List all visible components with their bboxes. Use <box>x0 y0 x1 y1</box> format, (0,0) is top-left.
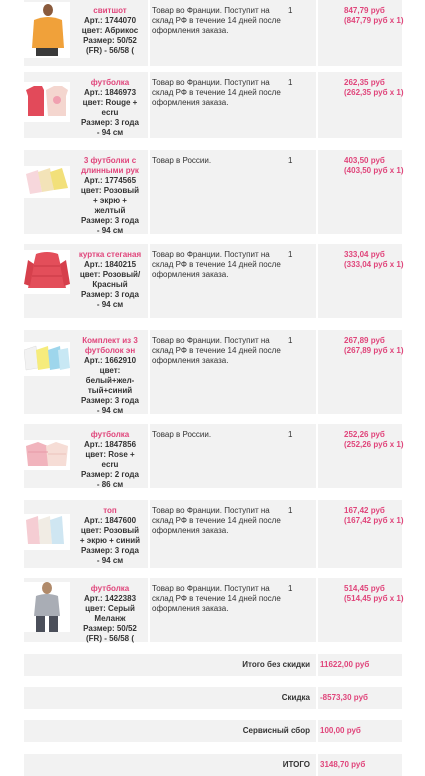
product-name-cell <box>72 156 148 236</box>
column-divider <box>316 500 318 568</box>
product-title-link[interactable]: топ <box>103 506 117 515</box>
product-title-link[interactable]: куртка стеганая <box>78 250 142 259</box>
summary-value: 11622,00 руб <box>320 660 370 669</box>
product-info-line: Размер: 3 года <box>81 118 139 127</box>
item-price <box>344 506 424 526</box>
column-divider <box>316 330 318 414</box>
column-divider <box>148 578 150 642</box>
price-total: 514,45 руб <box>344 584 385 593</box>
price-breakdown: (262,35 руб x 1) <box>344 88 404 97</box>
price-total: 252,26 руб <box>344 430 385 439</box>
product-info-line: (FR) - 56/58 ( <box>85 634 134 643</box>
delivery-info: Товар в России. <box>152 430 212 439</box>
order-item-row <box>24 150 402 234</box>
column-divider <box>148 500 150 568</box>
product-info-line: цвет: Розовый/ <box>79 270 141 279</box>
product-info-line: Меланж <box>94 614 126 623</box>
product-info-line: - 86 см <box>96 480 124 489</box>
summary-value: 3148,70 руб <box>320 760 366 769</box>
price-total: 262,35 руб <box>344 78 385 87</box>
product-info-line: цвет: Розовый <box>80 526 140 535</box>
order-item-row <box>24 578 402 642</box>
column-divider <box>148 150 150 234</box>
column-divider <box>148 72 150 138</box>
product-title-link[interactable]: футболка <box>90 430 130 439</box>
product-info-line: Размер: 3 года <box>81 546 139 555</box>
product-name-cell <box>72 6 148 56</box>
column-divider <box>316 578 318 642</box>
product-info-line: цвет: Абрикос <box>81 26 139 35</box>
product-info-line: цвет: <box>99 366 121 375</box>
product-info-line: Размер: 3 года <box>81 290 139 299</box>
summary-row <box>24 720 402 742</box>
column-divider <box>316 150 318 234</box>
item-price <box>344 78 424 98</box>
column-divider <box>316 72 318 138</box>
column-divider <box>316 754 318 776</box>
product-image[interactable] <box>24 2 70 58</box>
price-breakdown: (333,04 руб x 1) <box>344 260 404 269</box>
quantity: 1 <box>288 6 293 15</box>
item-price <box>344 156 424 176</box>
product-info-line: Размер: 50/52 <box>83 36 137 45</box>
item-price <box>344 584 424 604</box>
product-title-link[interactable]: Комплект из 3 футболок эн <box>82 336 138 355</box>
product-info-line: Арт.: 1846973 <box>83 88 137 97</box>
quantity: 1 <box>288 336 293 345</box>
price-breakdown: (514,45 руб x 1) <box>344 594 404 603</box>
delivery-info: Товар во Франции. Поступит на склад РФ в течение 14 дней после оформления заказа. <box>152 584 281 613</box>
summary-row <box>24 687 402 709</box>
product-name-cell <box>72 78 148 138</box>
item-price <box>344 430 424 450</box>
delivery-info: Товар во Франции. Поступит на склад РФ в течение 14 дней после оформления заказа. <box>152 78 281 107</box>
product-name-cell <box>72 250 148 310</box>
product-name-cell <box>72 584 148 644</box>
product-image[interactable] <box>24 166 70 198</box>
product-info-line: - 94 см <box>96 406 124 415</box>
price-total: 847,79 руб <box>344 6 385 15</box>
product-name-cell <box>72 506 148 566</box>
summary-row <box>24 654 402 676</box>
delivery-info: Товар во Франции. Поступит на склад РФ в течение 14 дней после оформления заказа. <box>152 506 281 535</box>
price-breakdown: (403,50 руб x 1) <box>344 166 404 175</box>
delivery-info: Товар во Франции. Поступит на склад РФ в течение 14 дней после оформления заказа. <box>152 336 281 365</box>
product-title-link[interactable]: свитшот <box>93 6 127 15</box>
product-info-line: Арт.: 1422383 <box>83 594 137 603</box>
column-divider <box>316 720 318 742</box>
product-info-line: ecru <box>101 108 119 117</box>
product-info-line: Арт.: 1847600 <box>83 516 137 525</box>
column-divider <box>316 244 318 318</box>
product-info-line: Арт.: 1774565 <box>83 176 137 185</box>
column-divider <box>316 424 318 488</box>
product-title-link[interactable]: футболка <box>90 584 130 593</box>
quantity: 1 <box>288 250 293 259</box>
product-image[interactable] <box>24 582 70 632</box>
product-info-line: - 94 см <box>96 300 124 309</box>
product-info-line: Размер: 50/52 <box>83 624 137 633</box>
product-title-link[interactable]: футболка <box>90 78 130 87</box>
summary-label: Сервисный сбор <box>242 726 310 735</box>
product-info-line: Размер: 2 года <box>81 470 139 479</box>
column-divider <box>148 424 150 488</box>
product-image[interactable] <box>24 342 70 376</box>
summary-label: Итого без скидки <box>242 660 310 669</box>
item-price <box>344 336 424 356</box>
price-total: 167,42 руб <box>344 506 385 515</box>
summary-label: Скидка <box>281 693 310 702</box>
price-breakdown: (847,79 руб x 1) <box>344 16 404 25</box>
product-info-line: цвет: Rose + <box>85 450 135 459</box>
quantity: 1 <box>288 506 293 515</box>
quantity: 1 <box>288 156 293 165</box>
product-info-line: тый+синий <box>87 386 133 395</box>
quantity: 1 <box>288 78 293 87</box>
summary-label: ИТОГО <box>282 760 310 769</box>
product-info-line: белый+жел- <box>85 376 135 385</box>
product-name-cell <box>72 336 148 416</box>
summary-value: -8573,30 руб <box>320 693 368 702</box>
column-divider <box>148 0 150 66</box>
product-info-line: Красный <box>92 280 128 289</box>
product-info-line: ecru <box>101 460 119 469</box>
price-total: 403,50 руб <box>344 156 385 165</box>
order-item-row <box>24 72 402 138</box>
product-info-line: + экрю + синий <box>79 536 141 545</box>
product-info-line: цвет: Серый <box>85 604 135 613</box>
product-info-line: цвет: Rouge + <box>82 98 138 107</box>
product-info-line: (FR) - 56/58 ( <box>85 46 134 55</box>
item-price <box>344 6 424 26</box>
product-image[interactable] <box>24 82 70 122</box>
product-info-line: Арт.: 1744070 <box>83 16 137 25</box>
product-name-cell <box>72 430 148 490</box>
product-title-link[interactable]: 3 футболки с длинными рук <box>81 156 139 175</box>
product-info-line: + экрю + <box>93 196 127 205</box>
product-info-line: Арт.: 1847856 <box>83 440 137 449</box>
delivery-info: Товар во Франции. Поступит на склад РФ в течение 14 дней после оформления заказа. <box>152 6 281 35</box>
quantity: 1 <box>288 584 293 593</box>
product-info-line: - 94 см <box>96 128 124 137</box>
delivery-info: Товар в России. <box>152 156 212 165</box>
column-divider <box>148 244 150 318</box>
product-info-line: - 94 см <box>96 226 124 235</box>
product-image[interactable] <box>24 514 70 550</box>
product-info-line: Арт.: 1662910 <box>83 356 137 365</box>
price-breakdown: (252,26 руб x 1) <box>344 440 404 449</box>
order-item-row <box>24 244 402 318</box>
price-total: 333,04 руб <box>344 250 385 259</box>
product-image[interactable] <box>24 440 70 470</box>
order-item-row <box>24 424 402 488</box>
product-info-line: желтый <box>94 206 126 215</box>
quantity: 1 <box>288 430 293 439</box>
product-info-line: Размер: 3 года <box>81 216 139 225</box>
price-breakdown: (167,42 руб x 1) <box>344 516 404 525</box>
summary-value: 100,00 руб <box>320 726 361 735</box>
column-divider <box>316 0 318 66</box>
product-info-line: - 94 см <box>96 556 124 565</box>
column-divider <box>148 330 150 414</box>
delivery-info: Товар во Франции. Поступит на склад РФ в течение 14 дней после оформления заказа. <box>152 250 281 279</box>
product-info-line: цвет: Розовый <box>80 186 140 195</box>
product-image[interactable] <box>24 250 70 294</box>
item-price <box>344 250 424 270</box>
column-divider <box>316 654 318 676</box>
product-info-line: Размер: 3 года <box>81 396 139 405</box>
summary-row <box>24 754 402 776</box>
price-breakdown: (267,89 руб x 1) <box>344 346 404 355</box>
order-item-row <box>24 330 402 414</box>
order-item-row <box>24 500 402 568</box>
column-divider <box>316 687 318 709</box>
product-info-line: Арт.: 1840215 <box>83 260 137 269</box>
price-total: 267,89 руб <box>344 336 385 345</box>
order-item-row <box>24 0 402 66</box>
